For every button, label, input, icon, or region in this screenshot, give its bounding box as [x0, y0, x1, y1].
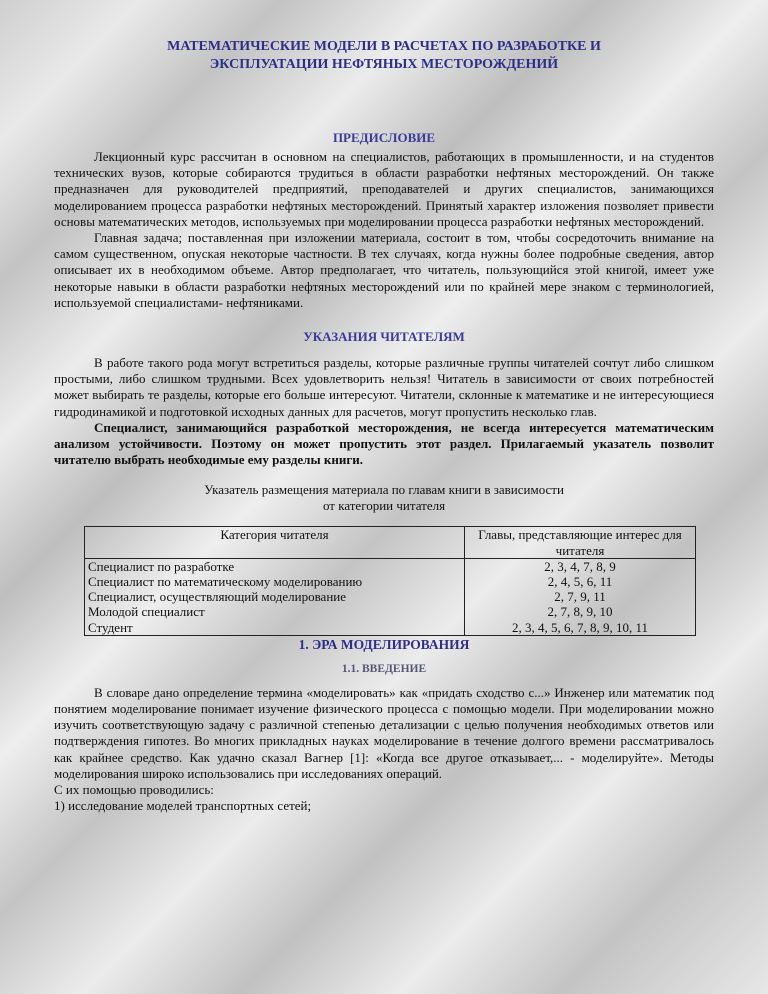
index-caption	[54, 482, 714, 514]
index-caption-line-2: от категории читателя	[322, 498, 446, 514]
table-row	[85, 604, 696, 619]
readers-heading: УКАЗАНИЯ ЧИТАТЕЛЯМ	[303, 329, 465, 345]
table-header-category: Категория читателя	[85, 527, 465, 558]
table-cell-category: Специалист по математическому моделированию	[85, 574, 465, 589]
section-heading: 1.1. ВВЕДЕНИЕ	[341, 662, 427, 675]
preface-paragraph-2: Главная задача; поставленная при изложении материала, состоит в том, чтобы сосредоточить внимание на самом существенном, опуская некоторые частности. В тех случаях, когда нужны более подробные сведения, автор описывает их в необходимом объеме. Автор предполагает, что читатель, пользующийся этой книгой, имеет уже некоторые навыки в области разработки нефтяных месторождений или по крайней мере знаком с терминологией, используемой специалистами- нефтяниками.	[54, 230, 714, 310]
table-row	[85, 558, 696, 574]
table-cell-chapters: 2, 3, 4, 5, 6, 7, 8, 9, 10, 11	[465, 620, 696, 636]
index-caption-line-1: Указатель размещения материала по главам книги в зависимости	[204, 482, 564, 498]
table-cell-category: Молодой специалист	[85, 604, 465, 619]
chapter-paragraph-2: С их помощью проводились:	[54, 782, 214, 798]
chapter-heading: 1. ЭРА МОДЕЛИРОВАНИЯ	[298, 636, 470, 652]
readers-paragraph-2: Специалист, занимающийся разработкой месторождения, не всегда интересуется математическим анализом устойчивости. Поэтому он может пропустить этот раздел. Прилагаемый указатель позволит читателю выбрать необходимые ему разделы книги.	[54, 419, 714, 468]
table-row	[85, 589, 696, 604]
document-title: МАТЕМАТИЧЕСКИЕ МОДЕЛИ В РАСЧЕТАХ ПО РАЗРАБОТКЕ И ЭКСПЛУАТАЦИИ НЕФТЯНЫХ МЕСТОРОЖДЕНИЙ	[167, 39, 601, 72]
preface-paragraph-1: Лекционный курс рассчитан в основном на специалистов, работающих в промышленности, и на студентов технических вузов, которые собираются трудиться в области разработки нефтяных месторождений. Он также предназначен для руководителей предприятий, преподавателей и других специалистов, занимающихся моделированием процесса разработки нефтяных месторождений. Принятый характер изложения позволяет привести основы математических методов, используемых при моделировании процесса разработки нефтяных месторождений.	[54, 149, 714, 229]
table-cell-chapters: 2, 7, 8, 9, 10	[465, 604, 696, 619]
table-cell-chapters: 2, 7, 9, 11	[465, 589, 696, 604]
readers-paragraph-1: В работе такого рода могут встретиться разделы, которые различные группы читателей сочтут либо слишком простыми, либо слишком трудными. Всех удовлетворить нельзя! Читатель в зависимости от своих потребностей может выбирать те разделы, которые его больше интересуют. Читатели, склонные к математике и не интересующиеся гидродинамикой и подготовкой исходных данных для расчетов, могут пропустить несколько глав.	[54, 355, 714, 419]
table-cell-category: Специалист, осуществляющий моделирование	[85, 589, 465, 604]
table-header-row	[85, 527, 696, 558]
list-item: 1) исследование моделей транспортных сетей;	[54, 798, 312, 814]
table-cell-category: Студент	[85, 620, 465, 636]
table-cell-chapters: 2, 4, 5, 6, 11	[465, 574, 696, 589]
reader-index-table	[84, 526, 696, 635]
table-row	[85, 574, 696, 589]
chapter-paragraph-1: В словаре дано определение термина «моделировать» как «придать сходство с...» Инженер или математик под понятием моделирование понимает изучение физического процесса с помощью модели. При моделировании можно изучить соответствующую задачу с различной степенью детализации с целью получения необходимых ответов или подтверждения гипотез. Во многих прикладных науках моделирование в течение долгого времени рассматривалось как крайнее средство. Как удачно сказал Вагнер [1]: «Когда все другое отказывает,... - моделируйте». Методы моделирования широко использовались при исследованиях операций.	[54, 684, 714, 781]
table-header-chapters: Главы, представляющие интерес для читателя	[465, 527, 696, 558]
table-row	[85, 620, 696, 636]
table-cell-chapters: 2, 3, 4, 7, 8, 9	[465, 558, 696, 574]
document-page	[54, 38, 714, 815]
preface-heading: ПРЕДИСЛОВИЕ	[332, 130, 436, 145]
table-cell-category: Специалист по разработке	[85, 558, 465, 574]
